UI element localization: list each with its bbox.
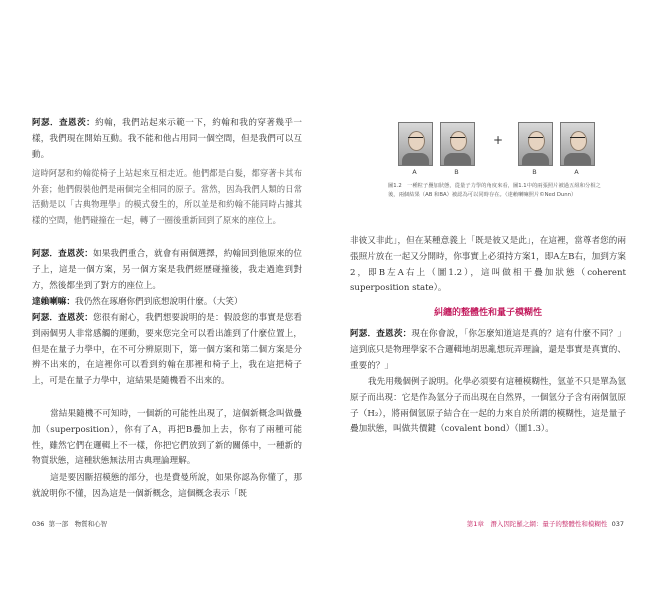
speaker-label: 阿瑟．查恩茨： xyxy=(32,313,93,323)
paragraph-continued xyxy=(350,234,626,297)
right-page xyxy=(328,0,655,609)
chapter-title: 第1章 潛入因陀羅之網：量子的整體性和模糊性 xyxy=(466,520,608,528)
page-number: 037 xyxy=(611,520,624,528)
photo-label: A xyxy=(574,168,579,176)
paragraph-text: 這是要因斷招模態的部分，也是費曼所說，如果你認為你懂了，那就說明你不懂，因為這是一個新概念，這個概念表示「既 xyxy=(32,473,302,499)
figure-caption: 圖1.2 一種粒子疊加狀態，從量子力學的角度來看，圖1.1中的兩張照片被過五組和分相之後，兩個結果（AB 和BA）被認為可以同時存在。（達賴喇嘛照片©Ned Dunn） xyxy=(388,183,601,199)
paragraph-text: 約翰，我們站起來示範一下，約翰和我的穿著幾乎一樣，我們現在開始互動。我不能和他占用同一個空間，但是我們可以互動。 xyxy=(32,118,302,160)
section-heading: 糾纏的整體性和量子模糊性 xyxy=(433,308,542,318)
paragraph-7 xyxy=(32,471,302,503)
photo-b-right xyxy=(518,122,553,166)
paragraph-6 xyxy=(32,407,302,470)
paragraph-1 xyxy=(32,116,302,163)
paragraph-4 xyxy=(32,295,302,311)
plus-sign: + xyxy=(493,133,504,147)
speaker-label: 阿瑟．查恩茨： xyxy=(32,118,96,128)
paragraph-text: 如果我們重合，就會有兩個選擇，約翰回到他原來的位子上，這是一個方案，另一個方案是我們經歷碰撞後，我走過進到對方，然後都坐到了對方的座位上。 xyxy=(32,249,302,291)
speaker-label: 阿瑟．查恩茨： xyxy=(350,329,412,339)
paragraph-8 xyxy=(350,327,626,374)
page-number: 036 xyxy=(32,520,45,528)
paragraph-3 xyxy=(32,247,302,294)
section-title: 第一部 物質和心智 xyxy=(48,520,108,528)
paragraph-text: 我先用幾個例子說明。化學必須要有這種模糊性，氫並不只是單為氫原子而出現：它是作為氫分子而出現在自然界，一個氫分子含有兩個氫原子（H₂），將兩個氫原子結合在一起的力來自於所謂的模糊性，這是量子疊加狀態，叫做共價鍵（covalent bond）（圖1.3）。 xyxy=(350,377,626,435)
paragraph-9 xyxy=(350,375,626,438)
photo-a-left xyxy=(398,122,433,166)
paragraph-text: 這時阿瑟和約翰從椅子上站起來互相走近。他們都是白髮，都穿著卡其布外套；他們假裝他們是兩個完全相同的原子。當然，因為我們人類的日常活動是以「古典物理學」的模式發生的，所以並是和約翰不能同時占據其樣的空間，他們碰撞在一起，轉了一圈後重新回到了原來的座位上。 xyxy=(32,168,302,225)
photo-a-right xyxy=(560,122,595,166)
photo-label: B xyxy=(532,168,537,176)
paragraph-text: 非彼又非此」，但在某種意義上「既是彼又是此」，在這裡，當尊者您的兩張照片放在一起又分開時，你事實上必須持方案1，即A左B右，加到方案2，即B左A右上（圖1.2），這叫做相干疊加狀態（coherent superposition state）。 xyxy=(350,236,626,294)
paragraph-2 xyxy=(32,166,302,228)
right-footer xyxy=(448,519,624,528)
paragraph-text: 我仍然在琢磨你們到底想說明什麼。（大笑） xyxy=(74,297,243,307)
photo-label: B xyxy=(454,168,459,176)
photo-b-left xyxy=(440,122,475,166)
paragraph-text: 當結果隨機不可知時，一個新的可能性出現了，這個新概念叫做疊加（superposition），你有了A，再把B疊加上去，你有了兩種可能性，雖然它們在邏輯上不一樣，你把它們放到了新的關係中，一種新的物質狀態，這種狀態無法用古典理論理解。 xyxy=(32,409,302,467)
speaker-label: 達賴喇嘛： xyxy=(32,297,75,307)
paragraph-5 xyxy=(32,311,302,390)
paragraph-text: 您很有耐心，我們想要說明的是：假設您的事實是您看到兩個男人非常感觸的運動，要來您完全可以看出誰到了什麼位置上，但是在量子力學中，在不可分辨原則下，第一個方案和第二個方案是分辨不出來的，在這裡你可以看到約翰在那裡和椅子上，我在這把椅子上，可是在量子力學中，這結果是隨機看不出來的。 xyxy=(32,313,302,387)
paragraph-text: 現在你會說，「你怎麼知道這是真的？這有什麼不同？」這到底只是物理學家不合邏輯地胡思亂想玩弄理論，還是事實是真實的、重要的？」 xyxy=(350,329,626,371)
speaker-label: 阿瑟．查恩茨： xyxy=(32,249,93,259)
left-footer xyxy=(32,519,107,528)
photo-label: A xyxy=(412,168,417,176)
left-page xyxy=(0,0,327,609)
